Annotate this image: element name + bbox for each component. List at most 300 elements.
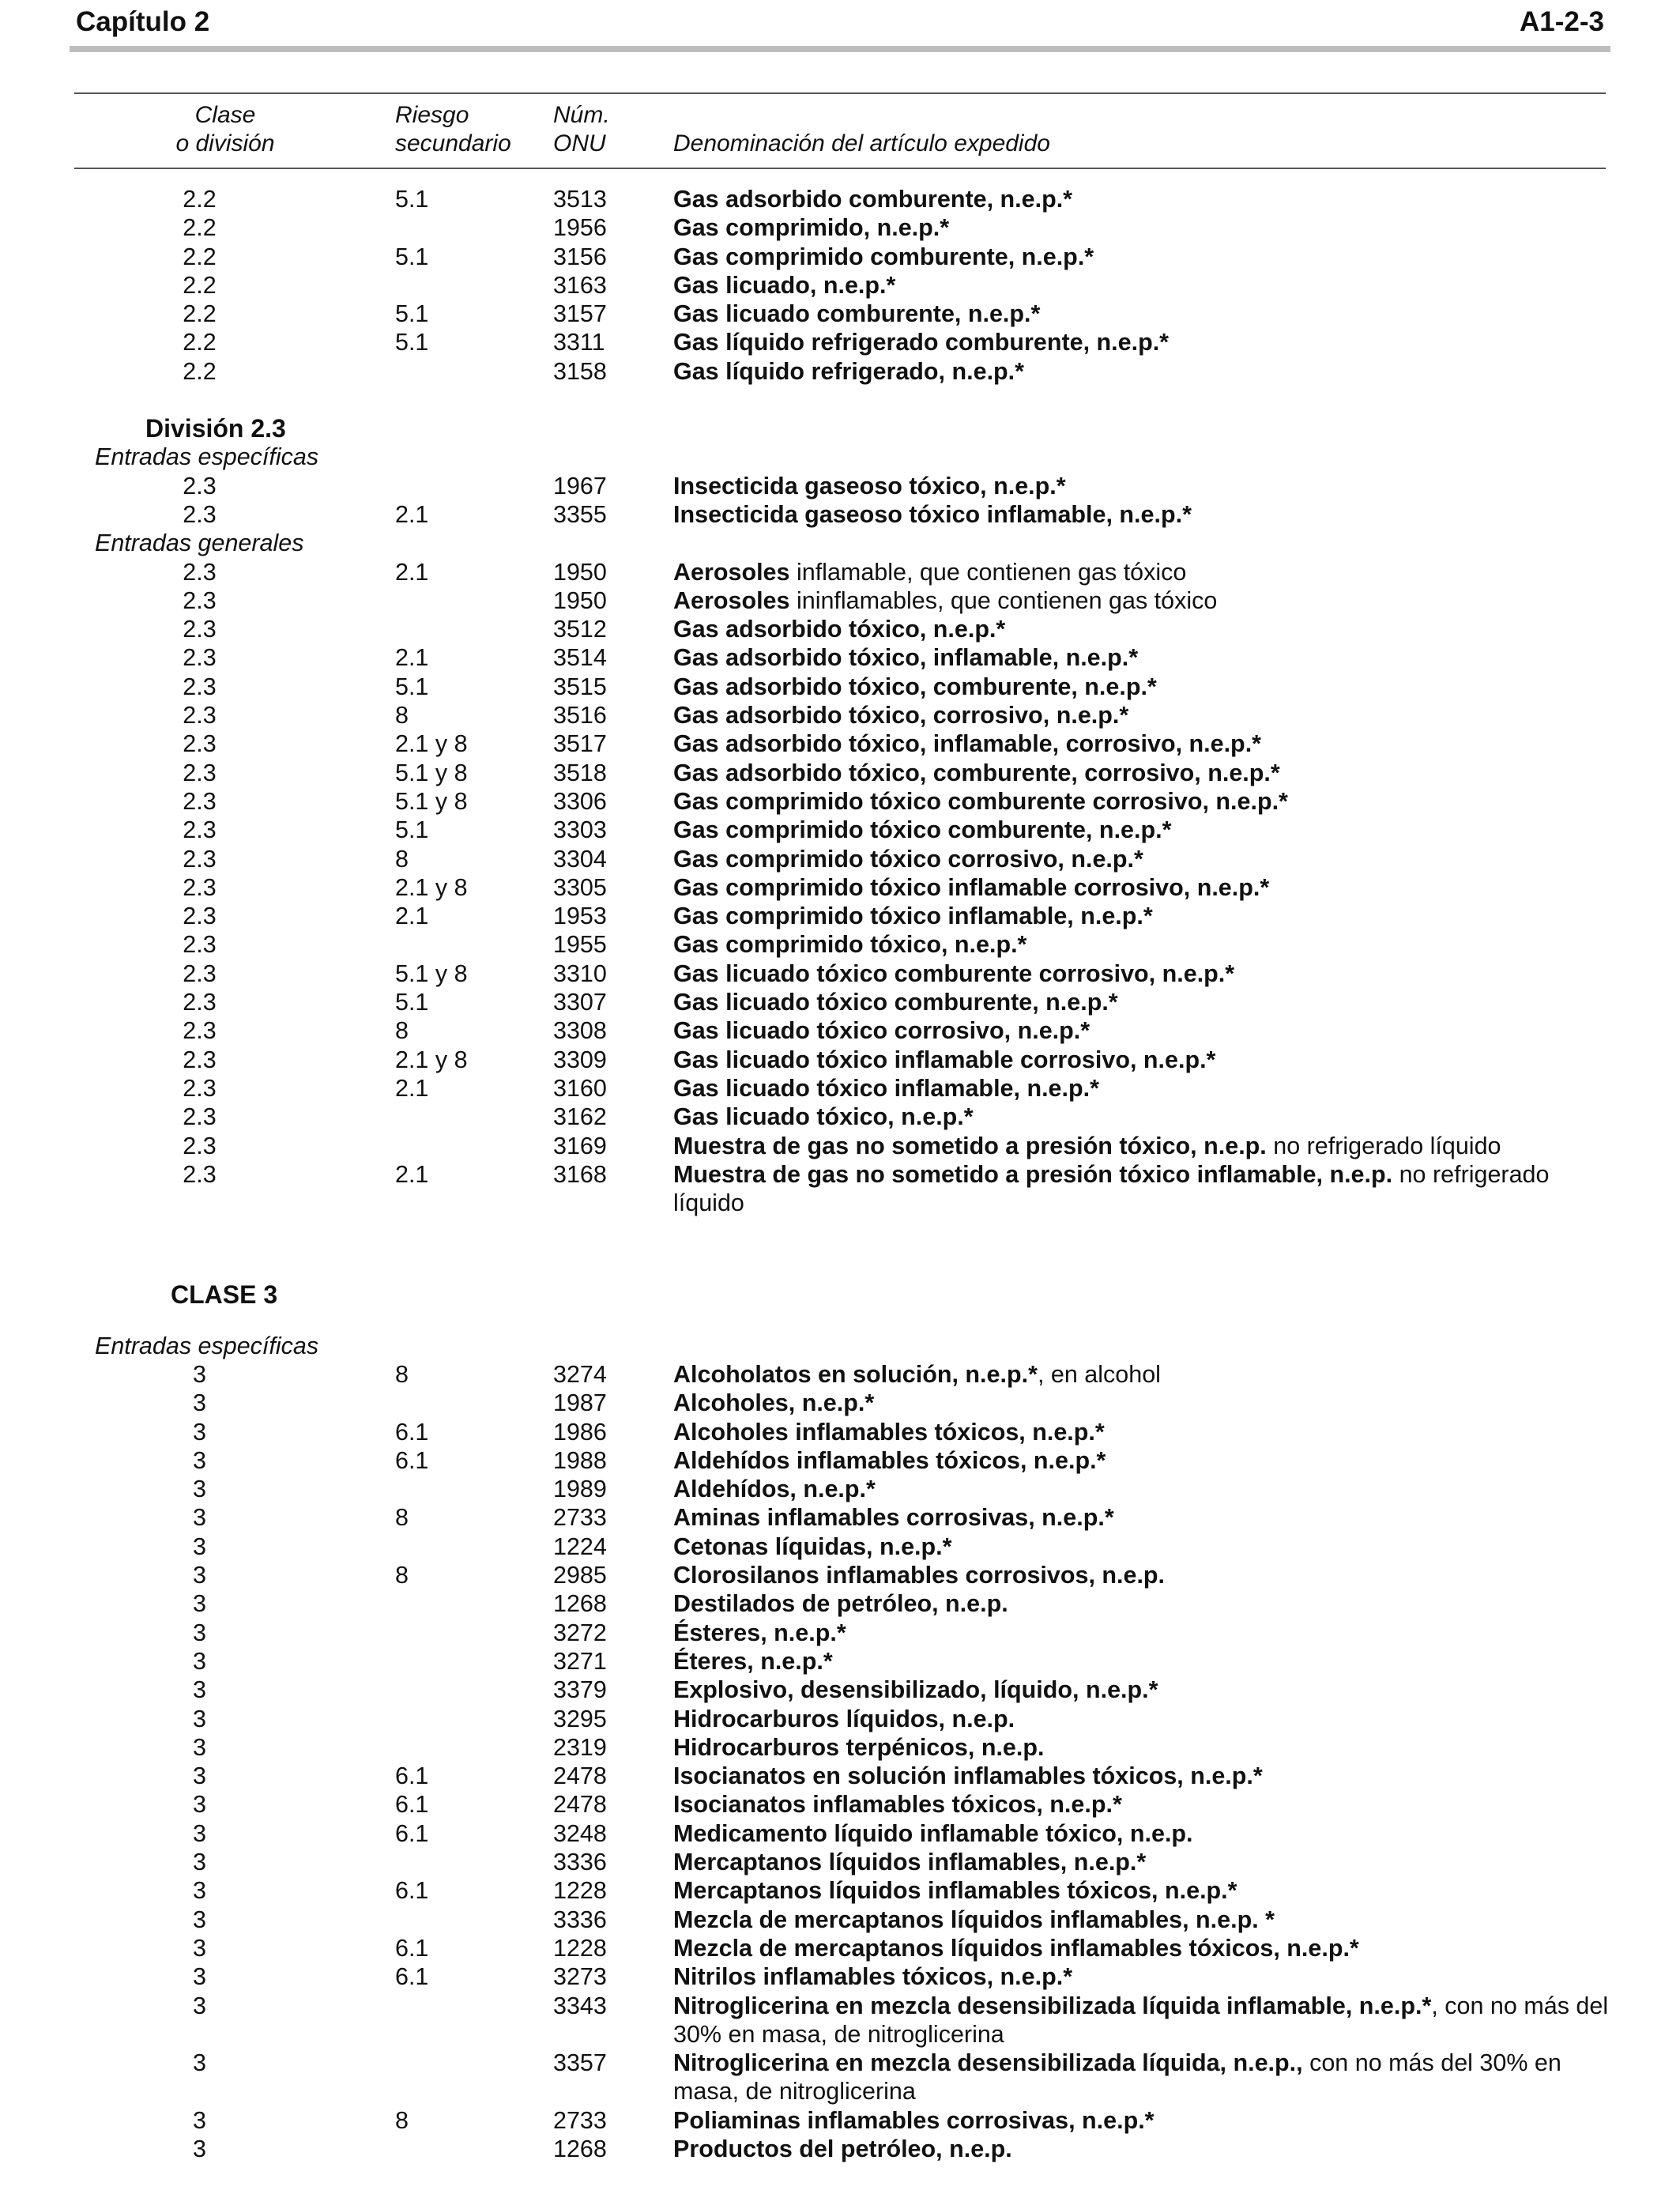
rows-division-2-3-general <box>0 558 1680 1218</box>
cell-clase: 2.3 <box>183 989 217 1016</box>
table-row <box>0 1589 1680 1618</box>
cell-clase: 2.3 <box>183 759 217 786</box>
table-row <box>0 845 1680 873</box>
cell-clase: 3 <box>193 1389 206 1417</box>
cell-num-onu: 2733 <box>553 1504 607 1532</box>
table-row <box>0 500 1680 529</box>
cell-denominacion <box>673 930 1614 959</box>
cell-clase: 3 <box>193 1819 206 1847</box>
cell-clase: 3 <box>193 1590 206 1618</box>
cell-num-onu: 3163 <box>553 271 607 299</box>
table-row <box>0 1046 1680 1074</box>
cell-clase: 2.3 <box>183 1074 217 1102</box>
cell-num-onu: 3336 <box>553 1906 607 1933</box>
cell-name-bold: Clorosilanos inflamables corrosivos, n.e.p. <box>673 1562 1166 1589</box>
chapter-title: Capítulo 2 <box>76 6 210 37</box>
cell-num-onu: 1228 <box>553 1934 607 1962</box>
cell-name-bold: Alcoholes inflamables tóxicos, n.e.p.* <box>673 1418 1105 1446</box>
cell-riesgo: 8 <box>395 1017 409 1045</box>
table-row <box>0 558 1680 586</box>
cell-name-bold: Hidrocarburos terpénicos, n.e.p. <box>673 1733 1045 1761</box>
cell-denominacion <box>673 271 1614 300</box>
cell-denominacion <box>673 1619 1614 1647</box>
cell-num-onu: 1987 <box>553 1389 607 1417</box>
table-row <box>0 1676 1680 1704</box>
cell-name-extra: no refrigerado líquido <box>673 1160 1550 1217</box>
cell-name-bold: Gas líquido refrigerado, n.e.p.* <box>673 357 1025 385</box>
cell-clase: 3 <box>193 1906 206 1933</box>
table-row <box>0 759 1680 787</box>
cell-clase: 3 <box>193 1934 206 1962</box>
cell-clase: 3 <box>193 2136 206 2162</box>
table-row <box>0 1132 1680 1160</box>
cell-denominacion <box>673 586 1614 615</box>
cell-name-bold: Mezcla de mercaptanos líquidos inflamables tóxicos, n.e.p.* <box>673 1934 1359 1962</box>
table-row <box>0 586 1680 615</box>
cell-clase: 2.3 <box>183 845 217 873</box>
cell-num-onu: 3158 <box>553 357 607 385</box>
cell-clase: 2.3 <box>183 1046 217 1073</box>
table-row <box>0 643 1680 672</box>
cell-num-onu: 3168 <box>553 1160 607 1188</box>
table-row <box>0 615 1680 643</box>
cell-name-extra: inflamable, que contienen gas tóxico <box>789 558 1187 586</box>
cell-denominacion <box>673 1046 1614 1074</box>
cell-num-onu: 3248 <box>553 1819 607 1847</box>
cell-num-onu: 2319 <box>553 1733 607 1761</box>
cell-num-onu: 1224 <box>553 1532 607 1560</box>
cell-name-bold: Cetonas líquidas, n.e.p.* <box>673 1532 952 1560</box>
cell-name-bold: Aldehídos, n.e.p.* <box>673 1476 876 1503</box>
cell-riesgo: 2.1 <box>395 1074 429 1102</box>
cell-denominacion <box>673 1676 1614 1704</box>
cell-name-bold: Poliaminas inflamables corrosivas, n.e.p.* <box>673 2106 1155 2134</box>
cell-name-bold: Alcoholatos en solución, n.e.p.* <box>673 1360 1038 1388</box>
cell-num-onu: 3310 <box>553 959 607 987</box>
table-row <box>0 2106 1680 2135</box>
cell-denominacion <box>673 845 1614 873</box>
cell-num-onu: 2478 <box>553 1762 607 1790</box>
cell-name-bold: Gas comprimido, n.e.p.* <box>673 214 950 242</box>
cell-clase: 2.3 <box>183 816 217 844</box>
cell-riesgo: 6.1 <box>395 1446 429 1474</box>
cell-clase: 2.2 <box>183 186 217 213</box>
cell-clase: 2.2 <box>183 243 217 270</box>
cell-denominacion <box>673 1934 1614 1962</box>
cell-clase: 2.2 <box>183 329 217 356</box>
table-row <box>0 1705 1680 1733</box>
cell-riesgo: 2.1 <box>395 644 429 672</box>
cell-clase: 3 <box>193 1360 206 1388</box>
table-row <box>0 328 1680 356</box>
cell-clase: 2.3 <box>183 558 217 586</box>
cell-denominacion <box>673 1503 1614 1532</box>
cell-clase: 3 <box>193 1532 206 1560</box>
cell-name-bold: Mercaptanos líquidos inflamables, n.e.p.* <box>673 1849 1147 1876</box>
cell-riesgo: 5.1 <box>395 300 429 328</box>
cell-name-bold: Gas licuado tóxico comburente, n.e.p.* <box>673 989 1118 1016</box>
table-row <box>0 902 1680 930</box>
cell-denominacion <box>673 1705 1614 1733</box>
table-row <box>0 988 1680 1016</box>
cell-denominacion <box>673 243 1614 271</box>
cell-name-bold: Gas comprimido tóxico corrosivo, n.e.p.* <box>673 845 1143 873</box>
cell-num-onu: 3307 <box>553 989 607 1016</box>
cell-denominacion <box>673 1160 1614 1218</box>
cell-name-bold: Gas licuado tóxico inflamable corrosivo, n.e.p.* <box>673 1046 1216 1073</box>
cell-denominacion <box>673 615 1614 643</box>
table-row <box>0 930 1680 959</box>
cell-denominacion <box>673 558 1614 586</box>
cell-num-onu: 1950 <box>553 558 607 586</box>
cell-denominacion <box>673 500 1614 529</box>
cell-riesgo: 2.1 y 8 <box>395 1046 468 1073</box>
cell-clase: 3 <box>193 1963 206 1991</box>
cell-num-onu: 3309 <box>553 1046 607 1073</box>
cell-num-onu: 1986 <box>553 1418 607 1446</box>
cell-clase: 2.2 <box>183 214 217 242</box>
cell-denominacion <box>673 1016 1614 1045</box>
cell-denominacion <box>673 759 1614 787</box>
table-row <box>0 243 1680 271</box>
cell-name-bold: Destilados de petróleo, n.e.p. <box>673 1590 1008 1618</box>
cell-riesgo: 8 <box>395 1360 409 1388</box>
cell-riesgo: 5.1 <box>395 673 429 700</box>
cell-riesgo: 5.1 <box>395 243 429 270</box>
cell-denominacion <box>673 643 1614 672</box>
cell-denominacion <box>673 1790 1614 1819</box>
cell-denominacion <box>673 1819 1614 1848</box>
cell-denominacion <box>673 959 1614 988</box>
cell-clase: 2.3 <box>183 1017 217 1045</box>
cell-denominacion <box>673 2135 1614 2163</box>
cell-clase: 2.2 <box>183 300 217 328</box>
cell-num-onu: 3516 <box>553 702 607 729</box>
table-row <box>0 2049 1680 2106</box>
cell-num-onu: 1268 <box>553 2136 607 2162</box>
cell-name-bold: Mercaptanos líquidos inflamables tóxicos, n.e.p.* <box>673 1877 1237 1905</box>
subhead-entradas-especificas-clase-3: Entradas específicas <box>95 1332 319 1359</box>
cell-num-onu: 1989 <box>553 1476 607 1503</box>
table-row <box>0 1074 1680 1103</box>
cell-name-bold: Aerosoles <box>673 586 790 614</box>
table-row <box>0 816 1680 844</box>
cell-name-bold: Isocianatos en solución inflamables tóxicos, n.e.p.* <box>673 1762 1263 1790</box>
cell-riesgo: 2.1 <box>395 558 429 586</box>
cell-clase: 2.3 <box>183 586 217 614</box>
page-header <box>74 0 1606 49</box>
cell-clase: 2.3 <box>183 1160 217 1188</box>
cell-riesgo: 6.1 <box>395 1934 429 1962</box>
table-row <box>0 1532 1680 1561</box>
cell-name-bold: Muestra de gas no sometido a presión tóxico inflamable, n.e.p. <box>673 1160 1393 1188</box>
cell-denominacion <box>673 2049 1614 2106</box>
cell-num-onu: 3336 <box>553 1849 607 1876</box>
cell-denominacion <box>673 1733 1614 1762</box>
cell-denominacion <box>673 472 1614 500</box>
cell-name-bold: Gas adsorbido tóxico, inflamable, corrosivo, n.e.p.* <box>673 730 1262 758</box>
cell-name-bold: Isocianatos inflamables tóxicos, n.e.p.* <box>673 1791 1122 1819</box>
cell-denominacion <box>673 1762 1614 1790</box>
cell-denominacion <box>673 185 1614 213</box>
cell-num-onu: 1953 <box>553 903 607 930</box>
cell-num-onu: 3355 <box>553 500 607 528</box>
cell-num-onu: 1268 <box>553 1590 607 1618</box>
cell-name-bold: Aminas inflamables corrosivas, n.e.p.* <box>673 1504 1114 1532</box>
cell-name-bold: Insecticida gaseoso tóxico inflamable, n.e.p.* <box>673 500 1192 528</box>
table-row <box>0 787 1680 816</box>
cell-name-bold: Nitroglicerina en mezcla desensibilizada líquida, n.e.p., <box>673 2049 1303 2077</box>
cell-riesgo: 6.1 <box>395 1762 429 1790</box>
cell-name-bold: Mezcla de mercaptanos líquidos inflamables, n.e.p. * <box>673 1906 1275 1933</box>
table-top-rule <box>74 92 1606 94</box>
subhead-entradas-especificas: Entradas específicas <box>95 443 319 471</box>
cell-name-bold: Gas licuado tóxico, n.e.p.* <box>673 1103 974 1131</box>
cell-riesgo: 2.1 y 8 <box>395 873 468 901</box>
cell-name-bold: Productos del petróleo, n.e.p. <box>673 2136 1012 2162</box>
cell-num-onu: 1950 <box>553 586 607 614</box>
cell-name-bold: Hidrocarburos líquidos, n.e.p. <box>673 1705 1015 1732</box>
cell-denominacion <box>673 1647 1614 1676</box>
cell-clase: 2.3 <box>183 1132 217 1159</box>
cell-num-onu: 1956 <box>553 214 607 242</box>
cell-clase: 3 <box>193 1647 206 1675</box>
cell-name-bold: Aldehídos inflamables tóxicos, n.e.p.* <box>673 1446 1106 1474</box>
table-row <box>0 1876 1680 1905</box>
cell-riesgo: 5.1 y 8 <box>395 759 468 786</box>
cell-name-bold: Gas adsorbido comburente, n.e.p.* <box>673 186 1073 213</box>
cell-name-extra: , en alcohol <box>1037 1360 1161 1388</box>
cell-name-bold: Gas comprimido tóxico comburente, n.e.p.* <box>673 816 1172 844</box>
cell-name-extra: con no más del 30% en masa, de nitroglicerina <box>673 2049 1561 2105</box>
table-row <box>0 1647 1680 1676</box>
section-title-clase-3: CLASE 3 <box>171 1280 278 1310</box>
cell-clase: 3 <box>193 1504 206 1532</box>
cell-num-onu: 3379 <box>553 1676 607 1704</box>
cell-clase: 3 <box>193 1418 206 1446</box>
cell-riesgo: 6.1 <box>395 1791 429 1819</box>
cell-num-onu: 3169 <box>553 1132 607 1159</box>
cell-clase: 2.3 <box>183 873 217 901</box>
cell-riesgo: 8 <box>395 845 409 873</box>
cell-num-onu: 3271 <box>553 1647 607 1675</box>
table-row <box>0 959 1680 988</box>
cell-name-bold: Medicamento líquido inflamable tóxico, n.e.p. <box>673 1819 1193 1847</box>
cell-denominacion <box>673 988 1614 1016</box>
cell-name-bold: Gas adsorbido tóxico, comburente, n.e.p.* <box>673 673 1157 700</box>
cell-name-bold: Gas adsorbido tóxico, comburente, corrosivo, n.e.p.* <box>673 759 1280 786</box>
cell-name-bold: Gas comprimido tóxico inflamable corrosivo, n.e.p.* <box>673 873 1270 901</box>
cell-num-onu: 3272 <box>553 1619 607 1646</box>
cell-num-onu: 3311 <box>553 329 605 356</box>
cell-clase: 3 <box>193 1562 206 1589</box>
cell-denominacion <box>673 1876 1614 1905</box>
cell-riesgo: 6.1 <box>395 1418 429 1446</box>
cell-riesgo: 8 <box>395 2106 409 2134</box>
cell-clase: 3 <box>193 1877 206 1905</box>
cell-clase: 3 <box>193 2049 206 2077</box>
cell-num-onu: 2478 <box>553 1791 607 1819</box>
table-row <box>0 357 1680 386</box>
cell-num-onu: 3306 <box>553 787 607 815</box>
cell-denominacion <box>673 729 1614 758</box>
table-row <box>0 271 1680 300</box>
cell-name-bold: Éteres, n.e.p.* <box>673 1647 833 1675</box>
cell-riesgo: 5.1 y 8 <box>395 787 468 815</box>
cell-riesgo: 6.1 <box>395 1963 429 1991</box>
cell-clase: 3 <box>193 1676 206 1704</box>
cell-clase: 2.3 <box>183 616 217 643</box>
cell-num-onu: 3513 <box>553 186 607 213</box>
cell-riesgo: 5.1 <box>395 989 429 1016</box>
cell-name-bold: Gas adsorbido tóxico, corrosivo, n.e.p.* <box>673 702 1129 729</box>
cell-num-onu: 3295 <box>553 1705 607 1732</box>
table-row <box>0 1446 1680 1475</box>
cell-riesgo: 8 <box>395 702 409 729</box>
cell-clase: 3 <box>193 1791 206 1819</box>
cell-num-onu: 3303 <box>553 816 607 844</box>
cell-denominacion <box>673 1561 1614 1589</box>
table-row <box>0 729 1680 758</box>
table-row <box>0 1418 1680 1446</box>
cell-clase: 3 <box>193 1705 206 1732</box>
cell-num-onu: 3357 <box>553 2049 607 2077</box>
cell-num-onu: 3308 <box>553 1017 607 1045</box>
cell-denominacion <box>673 2106 1614 2135</box>
cell-clase: 2.3 <box>183 903 217 930</box>
table-row <box>0 1503 1680 1532</box>
cell-clase: 2.3 <box>183 644 217 672</box>
cell-num-onu: 1955 <box>553 931 607 959</box>
cell-clase: 3 <box>193 1446 206 1474</box>
cell-name-bold: Gas comprimido tóxico, n.e.p.* <box>673 931 1027 959</box>
column-header-clase: Clase o división <box>175 102 275 156</box>
cell-denominacion <box>673 1848 1614 1876</box>
table-row <box>0 1475 1680 1503</box>
table-row <box>0 701 1680 729</box>
cell-clase: 2.3 <box>183 787 217 815</box>
cell-num-onu: 3305 <box>553 873 607 901</box>
cell-denominacion <box>673 357 1614 386</box>
cell-clase: 3 <box>193 2106 206 2134</box>
table-row <box>0 300 1680 328</box>
table-header-rule <box>74 168 1606 169</box>
cell-denominacion <box>673 816 1614 844</box>
section-title-division-2-3: División 2.3 <box>145 414 286 443</box>
cell-num-onu: 1967 <box>553 472 607 499</box>
cell-denominacion <box>673 902 1614 930</box>
cell-name-bold: Gas licuado tóxico inflamable, n.e.p.* <box>673 1074 1099 1102</box>
cell-name-bold: Insecticida gaseoso tóxico, n.e.p.* <box>673 472 1066 499</box>
cell-denominacion <box>673 1360 1614 1389</box>
cell-num-onu: 1988 <box>553 1446 607 1474</box>
rows-division-2-3-specific <box>0 472 1680 530</box>
cell-num-onu: 3517 <box>553 730 607 758</box>
cell-num-onu: 3512 <box>553 616 607 643</box>
cell-denominacion <box>673 1389 1614 1417</box>
cell-denominacion <box>673 1103 1614 1131</box>
cell-riesgo: 8 <box>395 1562 409 1589</box>
table-row <box>0 673 1680 701</box>
cell-denominacion <box>673 1992 1614 2049</box>
cell-name-bold: Gas comprimido comburente, n.e.p.* <box>673 243 1094 270</box>
subhead-entradas-generales: Entradas generales <box>95 530 304 557</box>
cell-num-onu: 3515 <box>553 673 607 700</box>
cell-denominacion <box>673 1446 1614 1475</box>
cell-num-onu: 3160 <box>553 1074 607 1102</box>
table-row <box>0 185 1680 213</box>
cell-riesgo: 5.1 <box>395 186 429 213</box>
cell-denominacion <box>673 701 1614 729</box>
cell-riesgo: 2.1 <box>395 500 429 528</box>
cell-denominacion <box>673 213 1614 242</box>
cell-riesgo: 5.1 y 8 <box>395 959 468 987</box>
cell-name-bold: Gas comprimido tóxico inflamable, n.e.p.* <box>673 903 1153 930</box>
cell-name-bold: Gas licuado tóxico comburente corrosivo, n.e.p.* <box>673 959 1235 987</box>
table-row <box>0 1733 1680 1762</box>
cell-denominacion <box>673 1532 1614 1561</box>
cell-num-onu: 3157 <box>553 300 607 328</box>
cell-clase: 2.3 <box>183 472 217 499</box>
table-row <box>0 1962 1680 1991</box>
table-row <box>0 1762 1680 1790</box>
cell-denominacion <box>673 1962 1614 1991</box>
table-row <box>0 1016 1680 1045</box>
cell-clase: 2.3 <box>183 1103 217 1131</box>
cell-denominacion <box>673 1418 1614 1446</box>
cell-clase: 3 <box>193 1992 206 2019</box>
cell-name-bold: Gas comprimido tóxico comburente corrosivo, n.e.p.* <box>673 787 1288 815</box>
cell-denominacion <box>673 787 1614 816</box>
cell-name-bold: Gas líquido refrigerado comburente, n.e.p.* <box>673 329 1170 356</box>
cell-num-onu: 1228 <box>553 1877 607 1905</box>
cell-name-bold: Explosivo, desensibilizado, líquido, n.e.p.* <box>673 1676 1158 1704</box>
table-row <box>0 1848 1680 1876</box>
rows-clase-3-specific <box>0 1360 1680 2163</box>
cell-clase: 3 <box>193 1476 206 1503</box>
table-row <box>0 213 1680 242</box>
cell-num-onu: 3518 <box>553 759 607 786</box>
cell-name-bold: Alcoholes, n.e.p.* <box>673 1389 875 1417</box>
cell-name-bold: Nitrilos inflamables tóxicos, n.e.p.* <box>673 1963 1073 1991</box>
cell-name-extra: no refrigerado líquido <box>1266 1132 1501 1159</box>
cell-num-onu: 2733 <box>553 2106 607 2134</box>
table-row <box>0 1561 1680 1589</box>
cell-name-bold: Gas licuado comburente, n.e.p.* <box>673 300 1041 328</box>
table-row <box>0 1160 1680 1218</box>
cell-clase: 3 <box>193 1849 206 1876</box>
header-rule <box>70 46 1610 52</box>
cell-num-onu: 3156 <box>553 243 607 270</box>
cell-riesgo: 8 <box>395 1504 409 1532</box>
page-number: A1-2-3 <box>1520 6 1604 37</box>
table-row <box>0 1992 1680 2049</box>
cell-name-extra: , con no más del 30% en masa, de nitroglicerina <box>673 1992 1609 2048</box>
table-row <box>0 1103 1680 1131</box>
cell-name-bold: Ésteres, n.e.p.* <box>673 1619 846 1646</box>
cell-num-onu: 3274 <box>553 1360 607 1388</box>
cell-clase: 2.3 <box>183 730 217 758</box>
cell-denominacion <box>673 300 1614 328</box>
table-row <box>0 2135 1680 2163</box>
cell-clase: 2.3 <box>183 702 217 729</box>
table-row <box>0 472 1680 500</box>
cell-denominacion <box>673 673 1614 701</box>
column-header-num-onu: Núm. ONU <box>553 102 610 156</box>
cell-clase: 3 <box>193 1619 206 1646</box>
column-header-denominacion: Denominación del artículo expedido <box>673 130 1050 156</box>
cell-denominacion <box>673 873 1614 902</box>
